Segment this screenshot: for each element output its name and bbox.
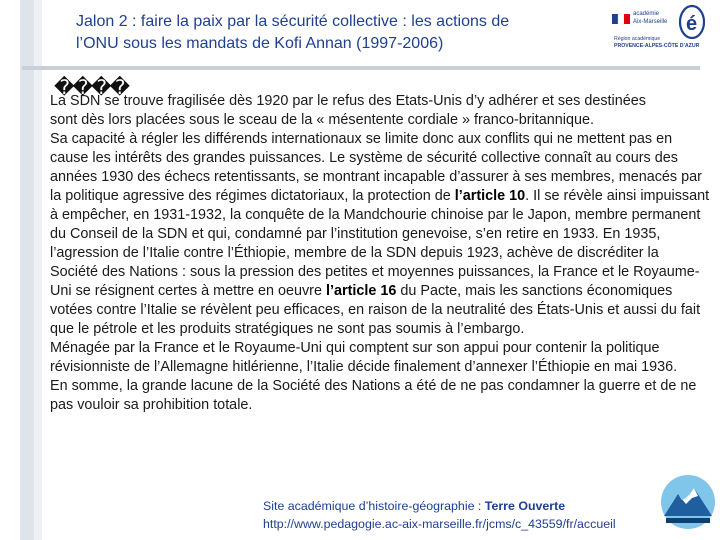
replacement-glyphs: ���� bbox=[54, 77, 129, 99]
paragraph-2 bbox=[50, 130, 710, 339]
footer bbox=[263, 497, 673, 533]
logo-text-line-1: académie bbox=[633, 11, 660, 17]
logo-text-line-2: Aix-Marseille bbox=[633, 19, 668, 25]
paragraph-1-line-1: La SDN se trouve fragilisée dès 1920 par le refus des Etats-Unis d’y adhérer et ses destinées bbox=[50, 93, 646, 109]
paragraph-2-middle: . Il se révèle ainsi impuissant à empêcher, en 1931-1932, la conquête de la Mandchourie chinoise par le Japon, membre permanent du Conseil de la SDN et qui, condamné par l’institution genevoise, s’en retire en 1933. En 1935, l’agression de l’Italie contre l’Éthiopie, membre de la SDN depuis 1923, achève de discréditer la Société des Nations : sous la pression des petites et moyennes puissances, la France et le Royaume-Uni se résignent certes à mettre en oeuvre bbox=[50, 188, 710, 299]
slide-title-line-2: l’ONU sous les mandats de Kofi Annan (1997-2006) bbox=[76, 35, 444, 52]
terre-ouverte-logo bbox=[656, 470, 720, 540]
article-16-emphasis: l’article 16 bbox=[325, 283, 397, 299]
paragraph-4: En somme, la grande lacune de la Société des Nations a été de ne pas condamner la guerre et de ne pas vouloir sa prohibition totale. bbox=[50, 378, 697, 413]
academy-logo bbox=[612, 2, 708, 54]
paragraph-3: Ménagée par la France et le Royaume-Uni qui comptent sur son appui pour contenir la politique révisionniste de l’Allemagne hitlérienne, l’Italie décide finalement d’annexer l’Éthiopie en mai 1936. bbox=[50, 340, 678, 375]
logo-caption-line-1: Région académique bbox=[614, 36, 661, 42]
logo-e-letter: é bbox=[686, 13, 698, 35]
footer-site-brand: Terre Ouverte bbox=[484, 499, 566, 513]
header-divider bbox=[22, 66, 700, 70]
article-10-emphasis: l’article 10 bbox=[454, 188, 526, 204]
left-decorative-band-inner bbox=[34, 0, 42, 540]
slide-title-line-1: Jalon 2 : faire la paix par la sécurité collective : les actions de bbox=[76, 13, 510, 30]
footer-site-prefix: Site académique d’histoire-géographie : bbox=[263, 499, 485, 513]
footer-url-link[interactable]: http://www.pedagogie.ac-aix-marseille.fr/jcms/c_43559/fr/accueil bbox=[263, 517, 616, 531]
footer-site-line bbox=[263, 497, 673, 515]
paragraph-2-start: Sa capacité à régler les différends internationaux se limite donc aux conflits qui ne mettent pas en cause les intérêts des grandes puissances. Le système de sécurité collective connaît au cours des années 1930 des échecs retentissants, se montrant incapable d’assurer à ses membres, menacés par la politique agressive des régimes dictatoriaux, la protection de bbox=[50, 131, 702, 204]
paragraph-2-end: du Pacte, mais les sanctions économiques votées contre l’Italie se révèlent peu efficaces, en raison de la neutralité des États-Unis et aussi du fait que le pétrole et les produits stratégiques ne sont pas soumis à l’embargo. bbox=[50, 283, 701, 337]
body-text bbox=[50, 92, 710, 415]
paragraph-1 bbox=[50, 92, 710, 130]
logo-base bbox=[666, 518, 710, 523]
paragraph-1-line-2: sont dès lors placées sous le sceau de la « mésentente cordiale » franco-britannique. bbox=[50, 112, 594, 128]
slide-title bbox=[76, 11, 596, 55]
logo-caption-line-2: PROVENCE-ALPES-CÔTE D’AZUR bbox=[614, 43, 700, 49]
